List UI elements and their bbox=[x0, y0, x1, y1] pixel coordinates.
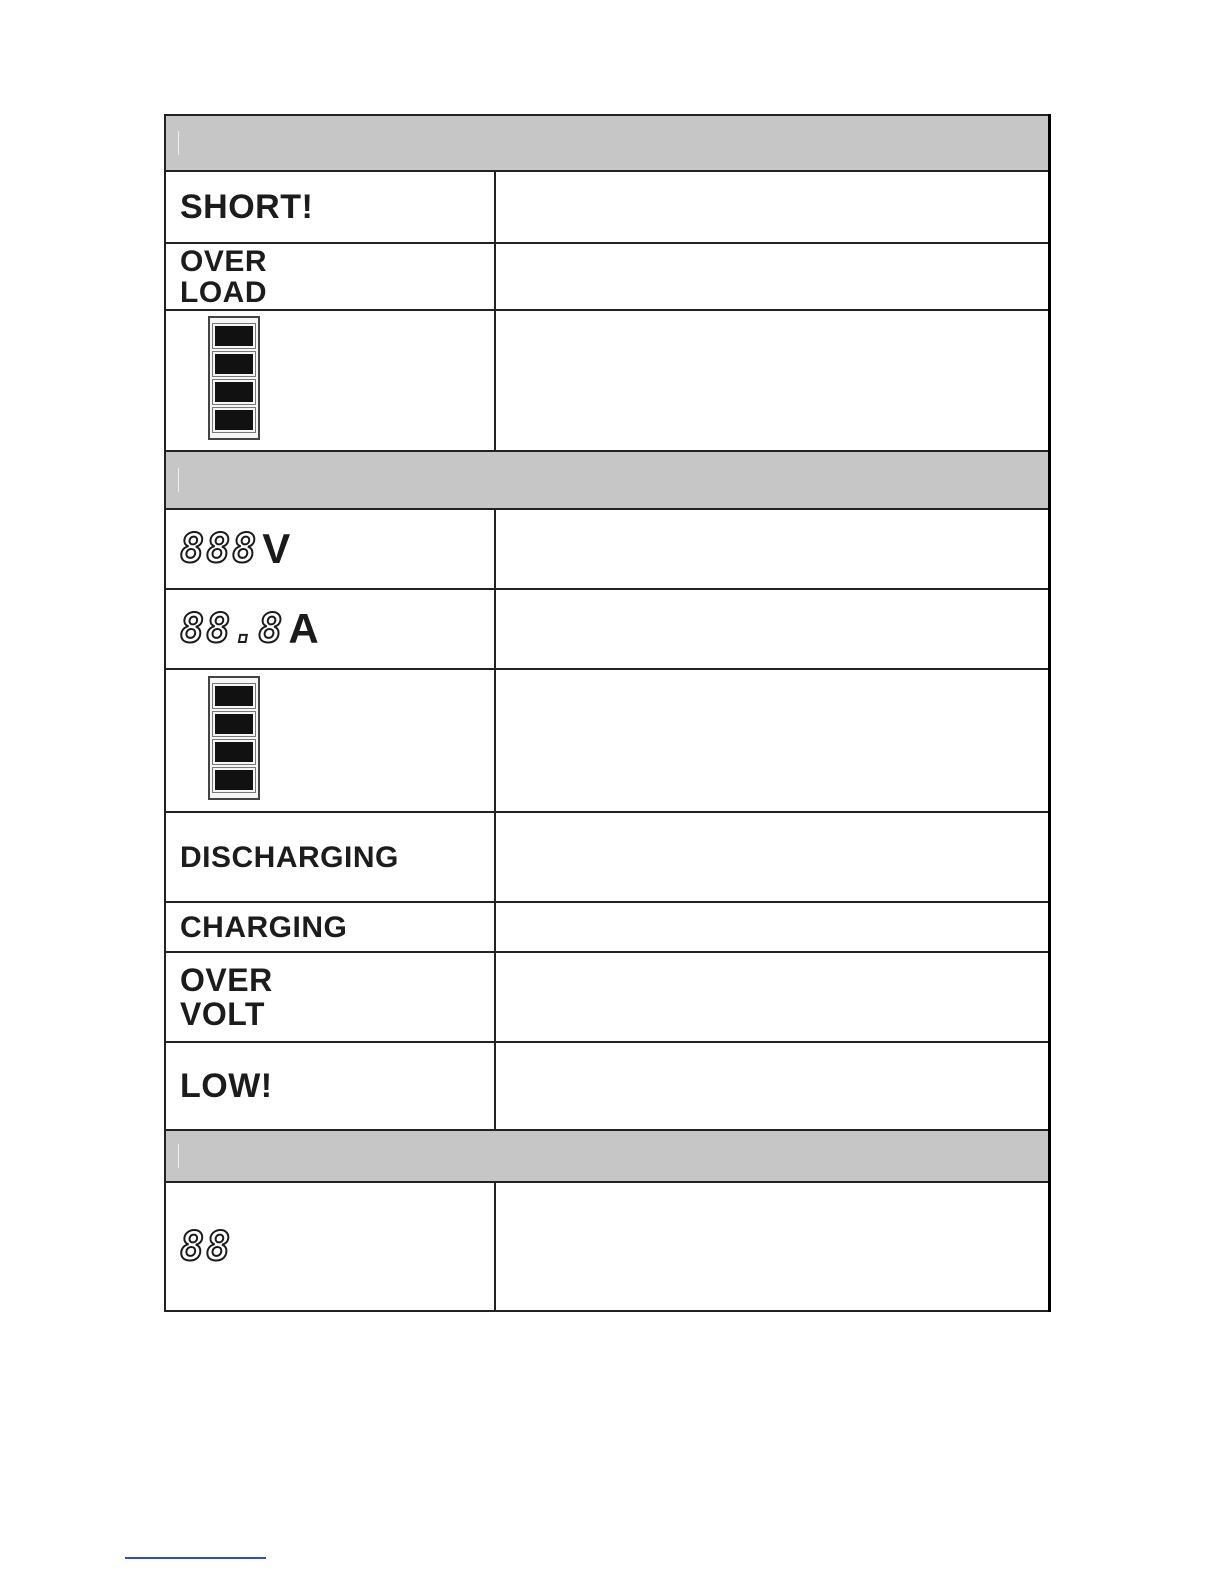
overvolt-label-line1: OVER bbox=[180, 962, 273, 998]
row-description bbox=[495, 1182, 1049, 1311]
load-bar-segment bbox=[213, 408, 255, 432]
table-row bbox=[165, 1042, 1049, 1130]
current-digits: 88.8 bbox=[180, 606, 285, 652]
section-header-row bbox=[165, 451, 1049, 509]
low-indicator bbox=[165, 1042, 495, 1130]
row-description bbox=[495, 669, 1049, 812]
table-row bbox=[165, 310, 1049, 451]
error-code-digits: 88 bbox=[180, 1223, 233, 1270]
row-description bbox=[495, 1042, 1049, 1130]
table-row bbox=[165, 669, 1049, 812]
table-row bbox=[165, 509, 1049, 589]
load-level-indicator bbox=[165, 310, 495, 451]
overload-label-line1: OVER bbox=[180, 244, 268, 278]
section-divider bbox=[178, 1144, 179, 1168]
row-description bbox=[495, 812, 1049, 902]
short-indicator-label: SHORT! bbox=[180, 187, 314, 226]
charging-indicator bbox=[165, 902, 495, 952]
section-header bbox=[165, 115, 1049, 171]
section-header-row bbox=[165, 1130, 1049, 1182]
battery-bar-segment bbox=[213, 712, 255, 736]
section-divider bbox=[178, 131, 179, 155]
table-row bbox=[165, 589, 1049, 669]
error-code-readout bbox=[165, 1182, 495, 1311]
table-row bbox=[165, 902, 1049, 952]
voltage-unit: V bbox=[262, 525, 291, 572]
section-header bbox=[165, 1130, 1049, 1182]
table-row bbox=[165, 812, 1049, 902]
discharging-label: DISCHARGING bbox=[180, 840, 399, 874]
load-bar-segment bbox=[213, 324, 255, 348]
row-description bbox=[495, 171, 1049, 243]
section-header bbox=[165, 451, 1049, 509]
current-unit: A bbox=[288, 605, 319, 652]
load-bar-segment bbox=[213, 380, 255, 404]
battery-bar-segment bbox=[213, 740, 255, 764]
row-description bbox=[495, 310, 1049, 451]
table-row bbox=[165, 952, 1049, 1042]
battery-bar-segment bbox=[213, 768, 255, 792]
footer-link-underline[interactable] bbox=[125, 1557, 266, 1559]
load-level-bars-icon bbox=[208, 316, 260, 440]
battery-level-indicator bbox=[165, 669, 495, 812]
table-row bbox=[165, 1182, 1049, 1311]
low-label: LOW! bbox=[180, 1066, 273, 1105]
legend-table bbox=[164, 114, 1051, 1312]
row-description bbox=[495, 902, 1049, 952]
row-description bbox=[495, 952, 1049, 1042]
voltage-readout bbox=[165, 509, 495, 589]
charging-label: CHARGING bbox=[180, 910, 348, 944]
discharging-indicator bbox=[165, 812, 495, 902]
table-row bbox=[165, 171, 1049, 243]
overvolt-label-line2: VOLT bbox=[180, 996, 265, 1032]
battery-bar-segment bbox=[213, 684, 255, 708]
section-header-row bbox=[165, 115, 1049, 171]
table-row bbox=[165, 243, 1049, 310]
load-bar-segment bbox=[213, 352, 255, 376]
lcd-indicator-legend bbox=[164, 114, 1048, 1312]
row-description bbox=[495, 243, 1049, 310]
overload-label-line2: LOAD bbox=[180, 275, 267, 309]
row-description bbox=[495, 509, 1049, 589]
overvolt-indicator bbox=[165, 952, 495, 1042]
short-indicator bbox=[165, 171, 495, 243]
overload-indicator bbox=[165, 243, 495, 310]
voltage-digits: 888 bbox=[180, 526, 259, 572]
section-divider bbox=[178, 468, 179, 492]
row-description bbox=[495, 589, 1049, 669]
battery-level-bars-icon bbox=[208, 676, 260, 800]
current-readout bbox=[165, 589, 495, 669]
